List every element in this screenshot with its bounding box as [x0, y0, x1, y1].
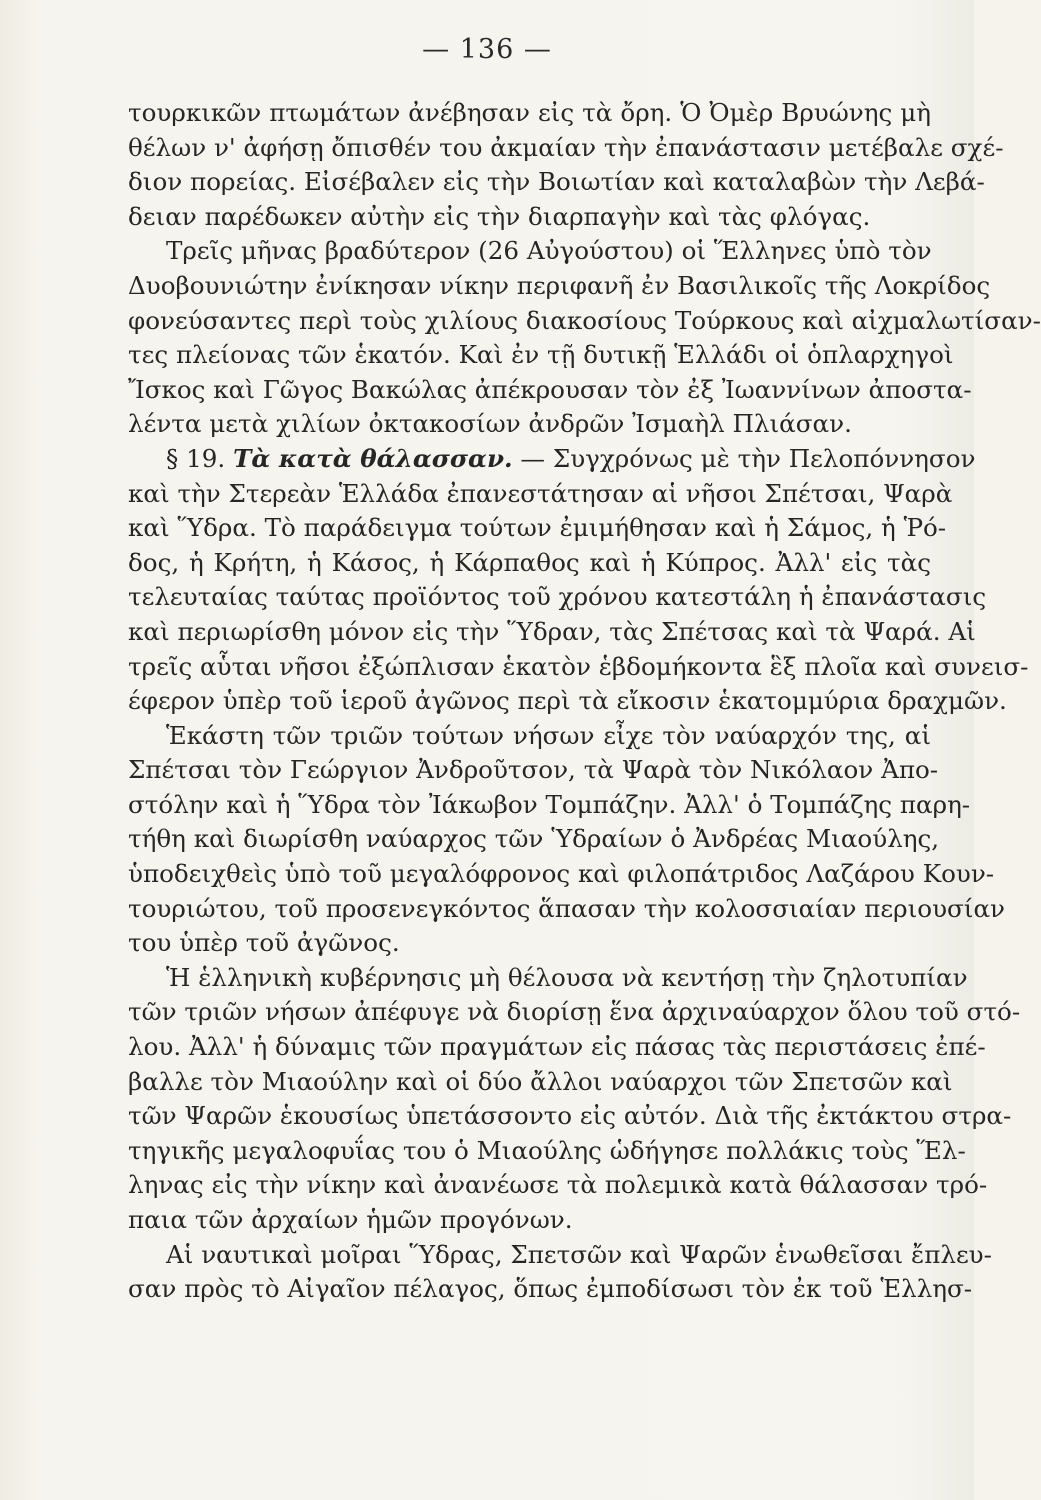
text-line: λέντα μετὰ χιλίων ὀκτακοσίων ἀνδρῶν Ἰσμαὴλ Πλιάσαν. — [128, 409, 852, 439]
text-line: Αἱ ναυτικαὶ μοῖραι Ὕδρας, Σπετσῶν καὶ Ψαρῶν ἑνωθεῖσαι ἔπλευ- — [166, 1239, 992, 1269]
text-line: βαλλε τὸν Μιαούλην καὶ οἱ δύο ἄλλοι ναύαρχοι τῶν Σπετσῶν καὶ — [128, 1066, 953, 1096]
text-line: καὶ Ὕδρα. Τὸ παράδειγμα τούτων ἐμιμήθησαν καὶ ἡ Σάμος, ἡ Ῥό- — [128, 513, 947, 543]
text-line: τες πλείονας τῶν ἑκατόν. Καὶ ἐν τῇ δυτικῇ Ἑλλάδι οἱ ὁπλαρχηγοὶ — [128, 340, 954, 370]
section-line-text: — Συγχρόνως μὲ τὴν Πελοπόννησον — [520, 443, 976, 473]
text-line: ληνας εἰς τὴν νίκην καὶ ἀνανέωσε τὰ πολεμικὰ κατὰ θάλασσαν τρό- — [128, 1170, 988, 1200]
text-line: τελευταίας ταύτας προϊόντος τοῦ χρόνου κατεστάλη ἡ ἐπανάστασις — [128, 582, 987, 612]
section-heading-line — [128, 442, 976, 477]
text-line: τῶν τριῶν νήσων ἀπέφυγε νὰ διορίσῃ ἕνα ἀρχιναύαρχον ὅλου τοῦ στό- — [128, 997, 1021, 1027]
text-line: παια τῶν ἀρχαίων ἡμῶν προγόνων. — [128, 1205, 573, 1234]
text-line: τῶν Ψαρῶν ἑκουσίως ὑπετάσσοντο εἰς αὐτόν. Διὰ τῆς ἐκτάκτου στρα- — [128, 1101, 1012, 1131]
text-line: Σπέτσαι τὸν Γεώργιον Ἀνδροῦτσον, τὰ Ψαρὰ τὸν Νικόλαον Ἀπο- — [128, 755, 939, 785]
text-line: θέλων ν' ἀφήσῃ ὄπισθέν του ἀκμαίαν τὴν ἐπανάστασιν μετέβαλε σχέ- — [128, 132, 1004, 162]
text-line: δειαν παρέδωκεν αὐτὴν εἰς τὴν διαρπαγὴν καὶ τὰς φλόγας. — [128, 201, 871, 231]
text-line: στόλην καὶ ἡ Ὕδρα τὸν Ἰάκωβον Τομπάζην. Ἀλλ' ὁ Τομπάζης παρη- — [128, 789, 971, 819]
text-line: σαν πρὸς τὸ Αἰγαῖον πέλαγος, ὅπως ἐμποδίσωσι τὸν ἐκ τοῦ Ἑλλησ- — [128, 1274, 973, 1304]
page-number: — 136 — — [422, 34, 552, 65]
text-line: διον πορείας. Εἰσέβαλεν εἰς τὴν Βοιωτίαν καὶ καταλαβὼν τὴν Λεβά- — [128, 167, 985, 197]
text-line: Δυοβουνιώτην ἐνίκησαν νίκην περιφανῆ ἐν Βασιλικοῖς τῆς Λοκρίδος — [128, 270, 991, 300]
text-line: ὑποδειχθεὶς ὑπὸ τοῦ μεγαλόφρονος καὶ φιλοπάτριδος Λαζάρου Κουν- — [128, 859, 995, 889]
text-line: φονεύσαντες περὶ τοὺς χιλίους διακοσίους Τούρκους καὶ αἰχμαλωτίσαν- — [128, 305, 1041, 335]
text-line: τουριώτου, τοῦ προσενεγκόντος ἅπασαν τὴν κολοσσιαίαν περιουσίαν — [128, 893, 1006, 923]
text-line: Ἴσκος καὶ Γῶγος Βακώλας ἀπέκρουσαν τὸν ἐξ Ἰωαννίνων ἀποστα- — [128, 374, 972, 404]
text-line: τήθη καὶ διωρίσθη ναύαρχος τῶν Ὑδραίων ὁ Ἀνδρέας Μιαούλης, — [128, 824, 940, 854]
section-title: Τὰ κατὰ θάλασσαν. — [233, 443, 513, 473]
text-line: τουρκικῶν πτωμάτων ἀνέβησαν εἰς τὰ ὄρη. Ὁ Ὀμὲρ Βρυώνης μὴ — [128, 98, 931, 127]
body-text — [128, 96, 1041, 1307]
text-line: καὶ τὴν Στερεὰν Ἑλλάδα ἐπανεστάτησαν αἱ νῆσοι Σπέτσαι, Ψαρὰ — [128, 478, 953, 508]
text-line: καὶ περιωρίσθη μόνον εἰς τὴν Ὕδραν, τὰς Σπέτσας καὶ τὰ Ψαρά. Αἱ — [128, 616, 976, 646]
text-line: τηγικῆς μεγαλοφυΐας του ὁ Μιαούλης ὡδήγησε πολλάκις τοὺς Ἕλ- — [128, 1135, 966, 1165]
text-line: έφερον ὑπὲρ τοῦ ἱεροῦ ἀγῶνος περὶ τὰ εἴκοσιν ἑκατομμύρια δραχμῶν. — [128, 686, 1007, 716]
text-line: Ἡ ἑλληνικὴ κυβέρνησις μὴ θέλουσα νὰ κεντήσῃ τὴν ζηλοτυπίαν — [166, 962, 968, 992]
text-line: τρεῖς αὗται νῆσοι ἐξώπλισαν ἑκατὸν ἑβδομήκοντα ἓξ πλοῖα καὶ συνεισ- — [128, 651, 1029, 681]
text-line: λου. Ἀλλ' ἡ δύναμις τῶν πραγμάτων εἰς πάσας τὰς περιστάσεις ἐπέ- — [128, 1032, 986, 1062]
text-line: Τρεῖς μῆνας βραδύτερον (26 Αὐγούστου) οἱ Ἕλληνες ὑπὸ τὸν — [166, 236, 932, 266]
text-line: Ἑκάστη τῶν τριῶν τούτων νήσων εἶχε τὸν ναύαρχόν της, αἱ — [166, 720, 931, 750]
text-line: δος, ἡ Κρήτη, ἡ Κάσος, ἡ Κάρπαθος καὶ ἡ Κύπρος. Ἀλλ' εἰς τὰς — [128, 547, 931, 577]
text-line: του ὑπὲρ τοῦ ἀγῶνος. — [128, 928, 400, 958]
section-marker: § 19. — [166, 443, 226, 473]
